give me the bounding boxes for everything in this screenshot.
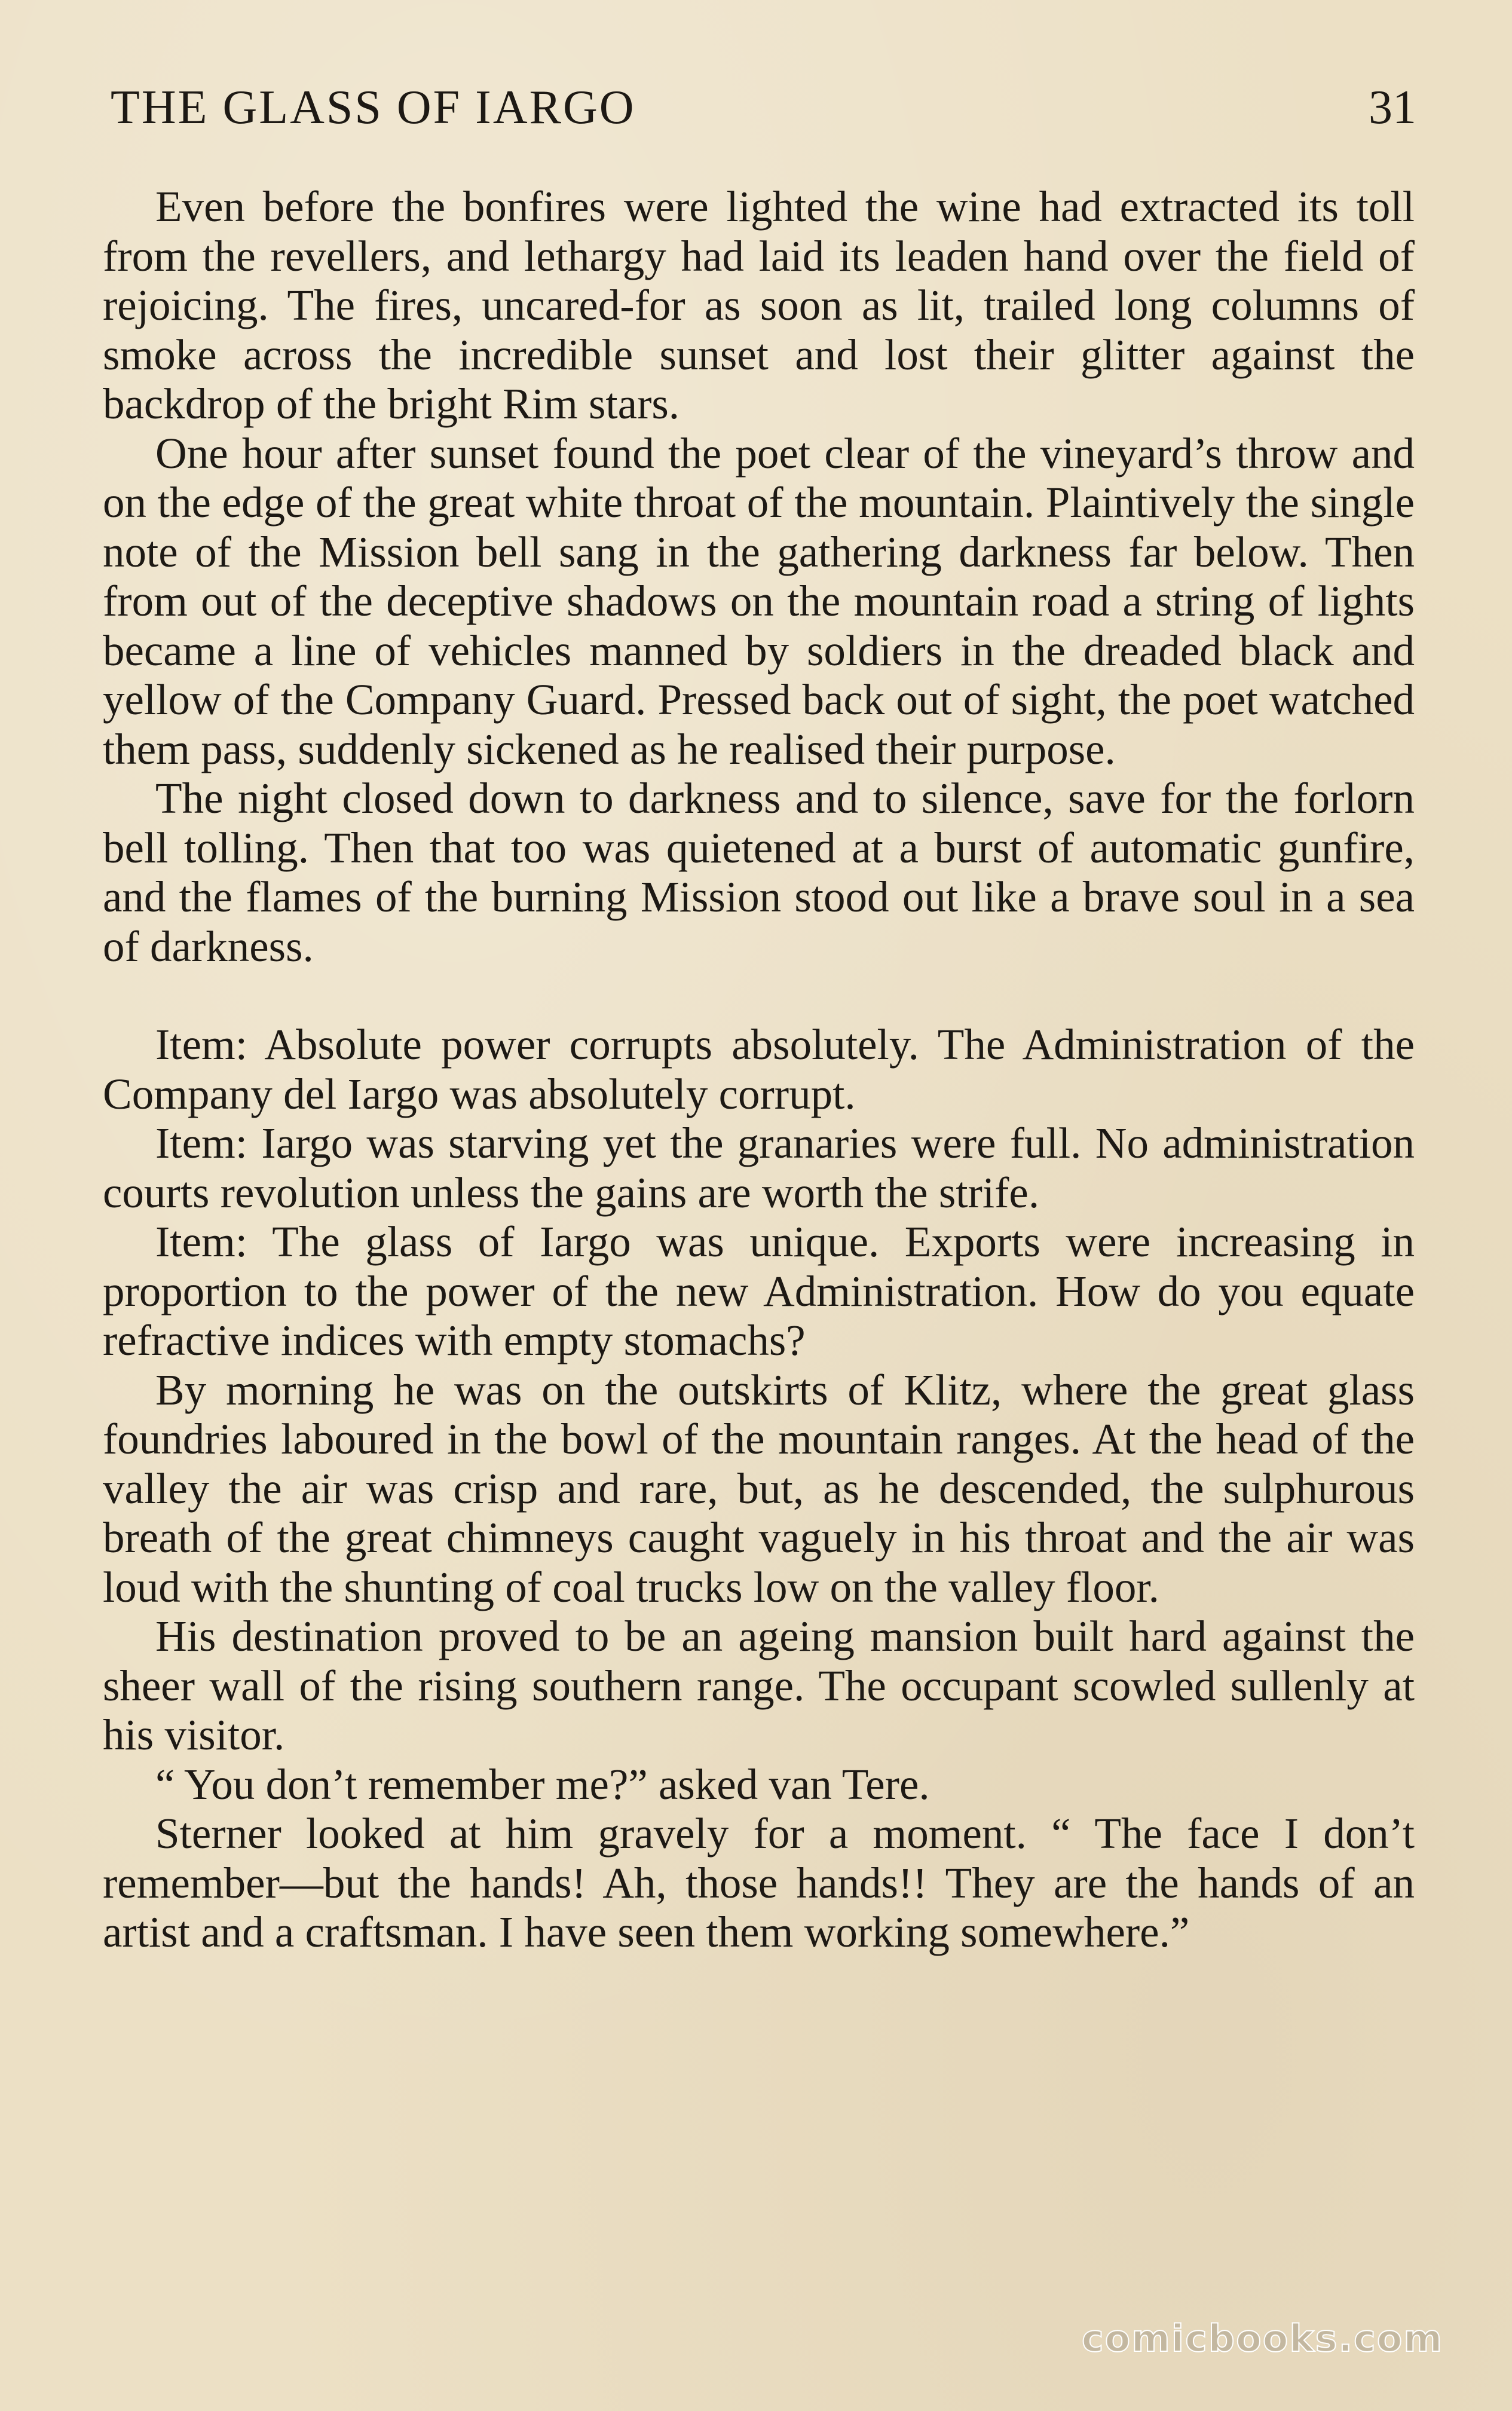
paragraph: His destination proved to be an ageing mansion built hard against the sheer wall of the rising southern range. The occupant scowled sullenly at his visitor. xyxy=(103,1612,1415,1759)
paragraph: “ You don’t remember me?” asked van Tere. xyxy=(155,1760,930,1809)
section-break xyxy=(103,971,1415,1020)
body-text xyxy=(103,182,1415,1957)
running-head-title: THE GLASS OF IARGO xyxy=(111,81,636,134)
paragraph: One hour after sunset found the poet clear of the vineyard’s throw and on the edge of the great white throat of the mountain. Plaintively the single note of the Mission bell sang in the gathering darkness far below. Then from out of the deceptive shadows on the mountain road a string of lights became a line of vehicles manned by soldiers in the dreaded black and yellow of the Company Guard. Pressed back out of sight, the poet watched them pass, suddenly sickened as he realised their purpose. xyxy=(103,429,1415,773)
paragraph: Sterner looked at him gravely for a moment. “ The face I don’t remember—but the hands! Ah, those hands!! They are the hands of an artist and a craftsman. I have seen them working somewhere.” xyxy=(103,1809,1415,1956)
paragraph: Item: Iargo was starving yet the granaries were full. No administration courts revolution unless the gains are worth the strife. xyxy=(103,1119,1415,1217)
paragraph: The night closed down to darkness and to silence, save for the forlorn bell tolling. Then that too was quietened at a burst of automatic gunfire, and the flames of the burning Mission stood out like a brave soul in a sea of darkness. xyxy=(103,774,1415,971)
paragraph: Even before the bonfires were lighted the wine had extracted its toll from the revellers, and lethargy had laid its leaden hand over the field of rejoicing. The fires, uncared-for as soon as lit, trailed long columns of smoke across the incredible sunset and lost their glitter against the backdrop of the bright Rim stars. xyxy=(103,182,1415,428)
paragraph: Item: The glass of Iargo was unique. Exports were increasing in proportion to the power of the new Administration. How do you equate refractive indices with empty stomachs? xyxy=(103,1217,1415,1364)
paragraph: By morning he was on the outskirts of Klitz, where the great glass foundries laboured in the bowl of the mountain ranges. At the head of the valley the air was crisp and rare, but, as he descended, the sulphurous breath of the great chimneys caught vaguely in his throat and the air was loud with the shunting of coal trucks low on the valley floor. xyxy=(103,1365,1415,1611)
site-watermark: comicbooks.com xyxy=(1081,2317,1443,2360)
paragraph: Item: Absolute power corrupts absolutely. The Administration of the Company del Iargo was absolutely corrupt. xyxy=(103,1020,1415,1118)
page-number: 31 xyxy=(1369,81,1416,134)
